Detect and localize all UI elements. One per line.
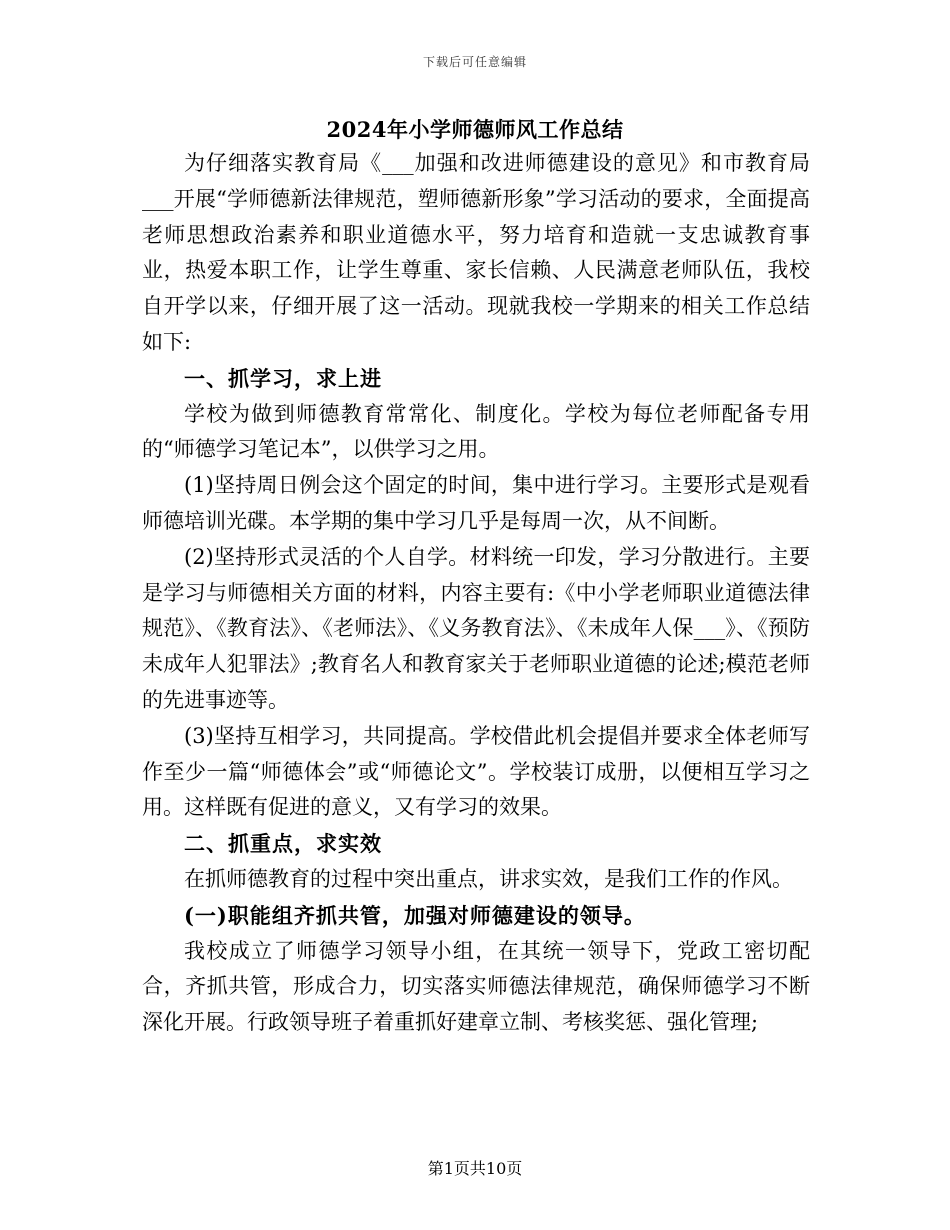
document-body [142, 146, 810, 1041]
body-paragraph: (1)坚持周日例会这个固定的时间，集中进行学习。主要形式是观看师德培训光碟。本学期的集中学习几乎是每周一次，从不间断。 [142, 473, 810, 533]
document-title: 2024年小学师德师风工作总结 [326, 117, 624, 142]
header-note: 下载后可任意编辑 [422, 55, 527, 69]
body-paragraph: 在抓师德教育的过程中突出重点，讲求实效，是我们工作的作风。 [184, 866, 793, 891]
body-paragraph: 我校成立了师德学习领导小组，在其统一领导下，党政工密切配合，齐抓共管，形成合力，切实落实师德法律规范，确保师德学习不断深化开展。行政领导班子着重抓好建章立制、考核奖惩、强化管理; [142, 938, 810, 1035]
body-paragraph: 学校为做到师德教育常常化、制度化。学校为每位老师配备专用的“师德学习笔记本”，以供学习之用。 [142, 401, 810, 462]
subsection-heading: (一)职能组齐抓共管，加强对师德建设的领导。 [184, 902, 646, 928]
intro-paragraph: 为仔细落实教育局《___加强和改进师德建设的意见》和市教育局___开展“学师德新法律规范，塑师德新形象”学习活动的要求，全面提高老师思想政治素养和职业道德水平，努力培育和造就一支忠诚教育事业，热爱本职工作，让学生尊重、家长信赖、人民满意老师队伍，我校自开学以来，仔细开展了这一活动。现就我校一学期来的相关工作总结如下: [142, 151, 810, 354]
section-heading-1: 一、抓学习，求上进 [184, 365, 382, 391]
body-paragraph: (2)坚持形式灵活的个人自学。材料统一印发，学习分散进行。主要是学习与师德相关方面的材料，内容主要有:《中小学老师职业道德法律规范》、《教育法》、《老师法》、《义务教育法》、《未成年人保___》、《预防未成年人犯罪法》;教育名人和教育家关于老师职业道德的论述;模范老师的先进事迹等。 [142, 544, 810, 712]
body-paragraph: (3)坚持互相学习，共同提高。学校借此机会提倡并要求全体老师写作至少一篇“师德体会”或“师德论文”。学校装订成册，以便相互学习之用。这样既有促进的意义，又有学习的效果。 [142, 723, 810, 820]
page-number-footer: 第1页共10页 [427, 1159, 523, 1178]
section-heading-2: 二、抓重点，求实效 [184, 831, 382, 857]
